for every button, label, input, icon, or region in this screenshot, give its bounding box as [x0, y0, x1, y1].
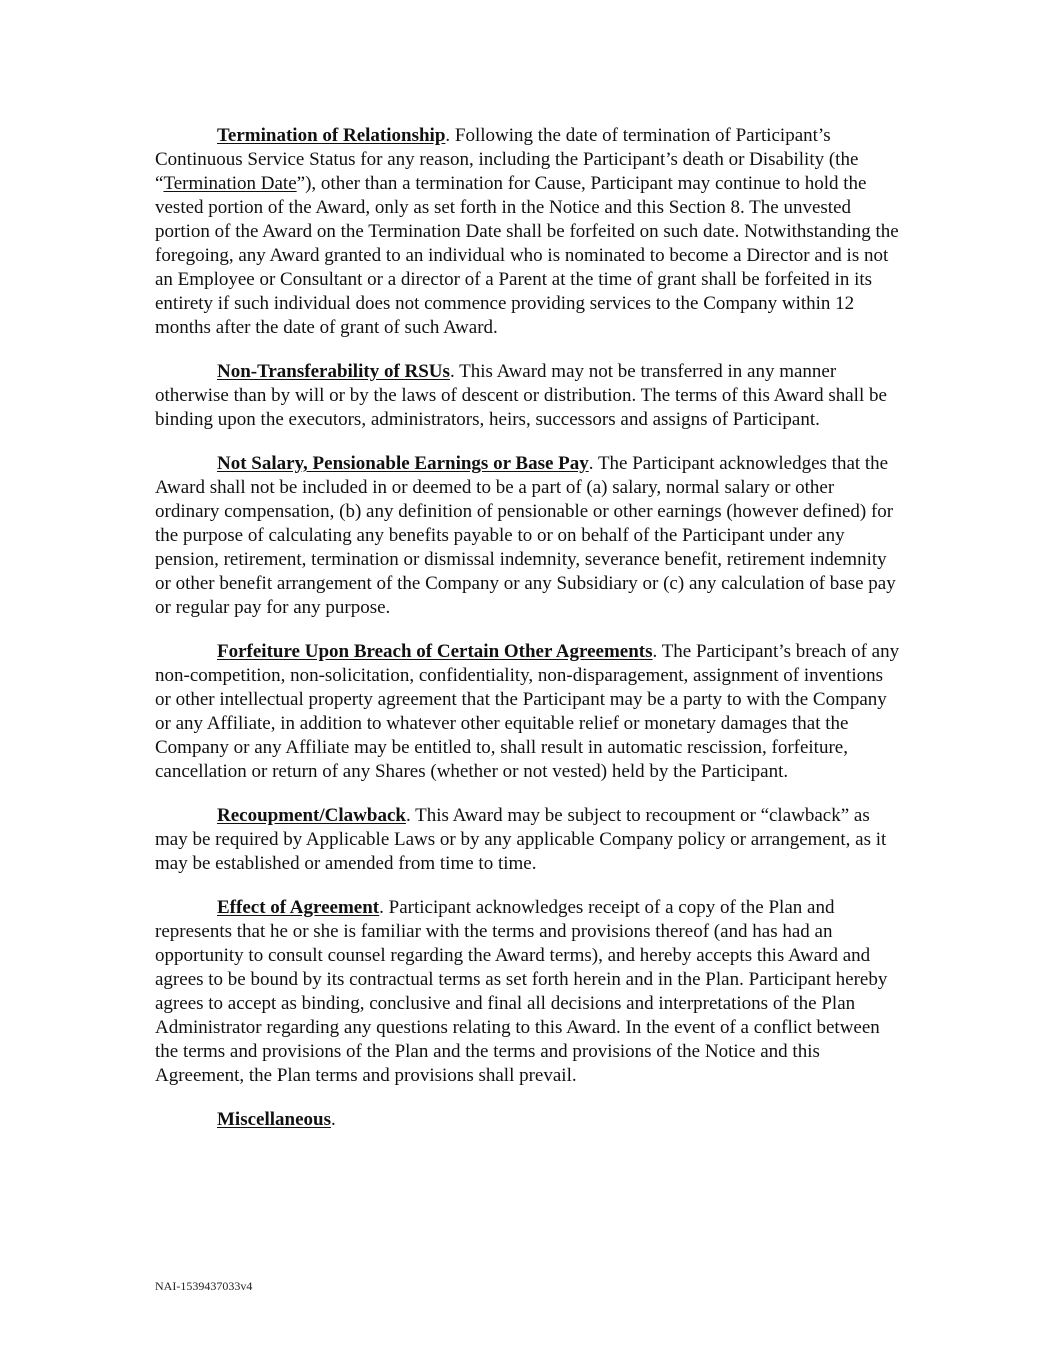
section-heading: Not Salary, Pensionable Earnings or Base Pay — [217, 453, 589, 474]
section-text: The Participant acknowledges that the Award shall not be included in or deemed to be a part of (a) salary, normal salary or other ordinary compensation, (b) any definition of pensionable or other earnings (however defined) for the purpose of calculating any benefits payable to or on behalf of the Participant under any pension, retirement, termination or dismissal indemnity, severance benefit, retirement indemnity or other benefit arrangement of the Company or any Subsidiary or (c) any calculation of base pay or regular pay for any purpose. — [155, 453, 896, 618]
section-text: This Award may not be transferred in any manner otherwise than by will or by the laws of descent or distribution. The terms of this Award shall be binding upon the executors, administrators, heirs, successors and assigns of Participant. — [155, 361, 887, 430]
section-heading: Forfeiture Upon Breach of Certain Other Agreements — [217, 641, 653, 662]
heading-separator: . — [652, 641, 662, 662]
section-heading: Effect of Agreement — [217, 897, 380, 918]
section-non-transferability — [155, 360, 901, 432]
section-not-salary — [155, 452, 901, 620]
section-heading: Termination of Relationship — [217, 125, 446, 146]
footer-doc-id: NAI-1539437033v4 — [155, 1279, 253, 1293]
section-effect-of-agreement — [155, 896, 901, 1088]
heading-separator: . — [405, 805, 416, 826]
heading-separator: . — [445, 125, 455, 146]
defined-term: Termination Date — [163, 173, 297, 194]
section-text: Participant acknowledges receipt of a copy of the Plan and represents that he or she is familiar with the terms and provisions thereof (and has had an opportunity to consult counsel regarding the Award terms), and hereby accepts this Award and agrees to be bound by its contractual terms as set forth herein and in the Plan. Participant hereby agrees to accept as binding, conclusive and final all decisions and interpretations of the Plan Administrator regarding any questions relating to this Award. In the event of a conflict between the terms and provisions of the Plan and the terms and provisions of the Notice and this Agreement, the Plan terms and provisions shall prevail. — [155, 897, 888, 1086]
section-termination-of-relationship — [155, 124, 901, 340]
heading-separator: . — [331, 1109, 336, 1130]
section-text: The Participant’s breach of any non-competition, non-solicitation, confidentiality, non-disparagement, assignment of inventions or other intellectual property agreement that the Participant may be a party to with the Company or any Affiliate, in addition to whatever other equitable relief or monetary damages that the Company or any Affiliate may be entitled to, shall result in automatic rescission, forfeiture, cancellation or return of any Shares (whether or not vested) held by the Participant. — [155, 641, 900, 782]
section-text: Following the date of termination of Participant’s Continuous Service Status for any reason, including the Participant’s death or Disability (the “ — [155, 125, 859, 194]
heading-separator: . — [449, 361, 460, 382]
document-page — [155, 124, 901, 1152]
section-forfeiture-upon-breach — [155, 640, 901, 784]
heading-separator: . — [588, 453, 598, 474]
section-text: This Award may be subject to recoupment or “clawback” as may be required by Applicable Laws or by any applicable Company policy or arrangement, as it may be established or amended from time to time. — [155, 805, 887, 874]
section-text: ”), other than a termination for Cause, Participant may continue to hold the vested portion of the Award, only as set forth in the Notice and this Section 8. The unvested portion of the Award on the Termination Date shall be forfeited on such date. Notwithstanding the foregoing, any Award granted to an individual who is nominated to become a Director and is not an Employee or Consultant or a director of a Parent at the time of grant shall be forfeited in its entirety if such individual does not commence providing services to the Company within 12 months after the date of grant of such Award. — [155, 173, 899, 338]
section-heading: Miscellaneous — [217, 1109, 331, 1130]
section-heading: Recoupment/Clawback — [217, 805, 406, 826]
section-miscellaneous — [155, 1108, 901, 1132]
section-recoupment-clawback — [155, 804, 901, 876]
heading-separator: . — [379, 897, 389, 918]
section-heading: Non-Transferability of RSUs — [217, 361, 450, 382]
